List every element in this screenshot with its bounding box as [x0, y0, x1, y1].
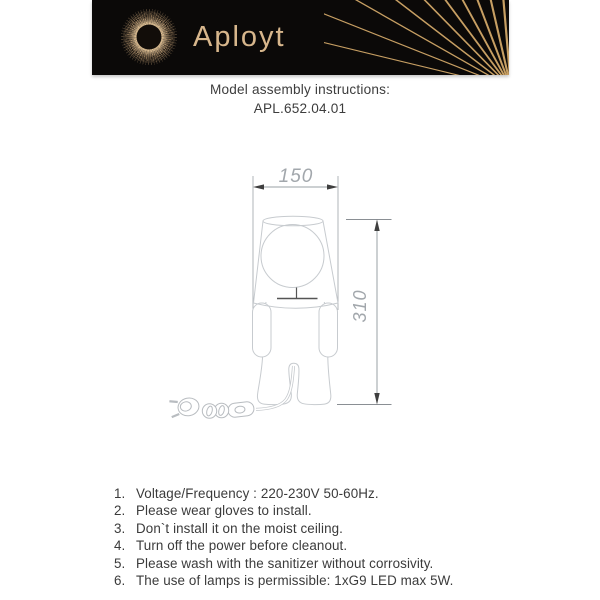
cord-switch [227, 401, 255, 418]
brand-name: Aployt [193, 21, 286, 53]
height-label: 310 [350, 289, 370, 323]
instruction-text: Please wear gloves to install. [136, 503, 312, 519]
lampshade [254, 216, 339, 308]
rays-decoration-icon [324, 0, 509, 75]
instruction-item [114, 485, 514, 502]
instruction-number: 1. [114, 486, 126, 501]
left-arm [253, 303, 272, 357]
instruction-item [114, 572, 514, 589]
right-arm [319, 303, 338, 357]
coiled-wire [202, 403, 228, 418]
instruction-list [114, 485, 514, 589]
page-title: Model assembly instructions: [209, 82, 391, 97]
instruction-text: The use of lamps is permissible: 1xG9 LED max 5W. [136, 573, 454, 589]
brand-banner [92, 0, 509, 75]
sunburst-core [137, 25, 162, 50]
instruction-text: Voltage/Frequency : 220-230V 50-60Hz. [136, 486, 379, 501]
lamp-body-figure [253, 302, 338, 405]
instruction-number: 4. [114, 538, 126, 554]
height-dimension [337, 220, 392, 405]
width-dimension [253, 166, 338, 310]
instruction-text: Don`t install it on the moist ceiling. [136, 520, 343, 536]
glass-sphere [261, 225, 324, 288]
power-plug [168, 395, 200, 419]
instruction-number: 2. [114, 503, 126, 519]
lamp-holder [277, 288, 318, 299]
width-label: 150 [278, 166, 314, 187]
title-block [0, 81, 600, 118]
instruction-item [114, 555, 514, 572]
instruction-number: 3. [114, 520, 126, 536]
lamp-technical-drawing [150, 162, 420, 434]
model-code: APL.652.04.01 [253, 100, 347, 116]
instruction-item [114, 537, 514, 554]
sunburst-logo-icon [121, 9, 177, 65]
instruction-number: 6. [114, 573, 126, 589]
instruction-item [114, 502, 514, 519]
instruction-text: Turn off the power before cleanout. [136, 538, 348, 554]
instruction-text: Please wash with the sanitizer without corrosivity. [136, 555, 434, 571]
instruction-number: 5. [114, 555, 126, 571]
instruction-item [114, 520, 514, 537]
